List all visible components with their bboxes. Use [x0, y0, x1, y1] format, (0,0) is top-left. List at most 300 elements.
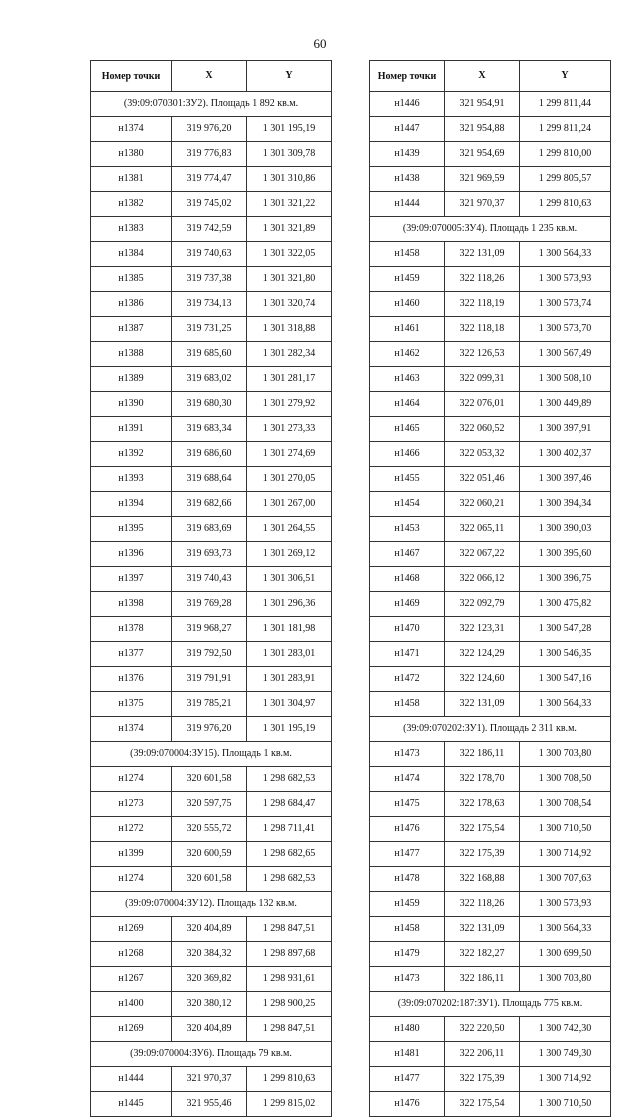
- point-number-cell: н1444: [91, 1067, 172, 1092]
- point-number-cell: н1267: [91, 967, 172, 992]
- header-y: Y: [520, 61, 611, 92]
- point-number-cell: н1384: [91, 242, 172, 267]
- header-point-number: Номер точки: [91, 61, 172, 92]
- y-coordinate-cell: 1 301 273,33: [247, 417, 332, 442]
- y-coordinate-cell: 1 298 897,68: [247, 942, 332, 967]
- x-coordinate-cell: 319 791,91: [172, 667, 247, 692]
- y-coordinate-cell: 1 301 321,22: [247, 192, 332, 217]
- table-row: [370, 617, 611, 642]
- x-coordinate-cell: 319 769,28: [172, 592, 247, 617]
- table-row: [91, 992, 332, 1017]
- x-coordinate-cell: 320 597,75: [172, 792, 247, 817]
- table-row: [91, 1017, 332, 1042]
- y-coordinate-cell: 1 300 708,50: [520, 767, 611, 792]
- point-number-cell: н1462: [370, 342, 445, 367]
- x-coordinate-cell: 322 186,11: [445, 742, 520, 767]
- x-coordinate-cell: 322 124,29: [445, 642, 520, 667]
- x-coordinate-cell: 319 737,38: [172, 267, 247, 292]
- point-number-cell: н1476: [370, 1092, 445, 1117]
- y-coordinate-cell: 1 300 508,10: [520, 367, 611, 392]
- y-coordinate-cell: 1 301 264,55: [247, 517, 332, 542]
- y-coordinate-cell: 1 300 567,49: [520, 342, 611, 367]
- x-coordinate-cell: 322 131,09: [445, 692, 520, 717]
- table-row: [370, 1042, 611, 1067]
- table-row: [91, 792, 332, 817]
- point-number-cell: н1460: [370, 292, 445, 317]
- y-coordinate-cell: 1 301 274,69: [247, 442, 332, 467]
- y-coordinate-cell: 1 300 547,28: [520, 617, 611, 642]
- x-coordinate-cell: 322 118,19: [445, 292, 520, 317]
- table-row: [370, 367, 611, 392]
- table-row: [370, 667, 611, 692]
- y-coordinate-cell: 1 300 564,33: [520, 692, 611, 717]
- point-number-cell: н1388: [91, 342, 172, 367]
- table-row: [370, 642, 611, 667]
- point-number-cell: н1387: [91, 317, 172, 342]
- x-coordinate-cell: 322 123,31: [445, 617, 520, 642]
- x-coordinate-cell: 322 131,09: [445, 242, 520, 267]
- header-y: Y: [247, 61, 332, 92]
- y-coordinate-cell: 1 301 195,19: [247, 717, 332, 742]
- point-number-cell: н1391: [91, 417, 172, 442]
- x-coordinate-cell: 322 060,21: [445, 492, 520, 517]
- x-coordinate-cell: 319 734,13: [172, 292, 247, 317]
- table-row: [370, 692, 611, 717]
- y-coordinate-cell: 1 301 320,74: [247, 292, 332, 317]
- y-coordinate-cell: 1 300 749,30: [520, 1042, 611, 1067]
- y-coordinate-cell: 1 299 810,63: [520, 192, 611, 217]
- x-coordinate-cell: 322 118,26: [445, 892, 520, 917]
- point-number-cell: н1470: [370, 617, 445, 642]
- y-coordinate-cell: 1 301 181,98: [247, 617, 332, 642]
- x-coordinate-cell: 320 384,32: [172, 942, 247, 967]
- y-coordinate-cell: 1 300 708,54: [520, 792, 611, 817]
- point-number-cell: н1446: [370, 92, 445, 117]
- point-number-cell: н1477: [370, 842, 445, 867]
- section-row: [91, 742, 332, 767]
- point-number-cell: н1445: [91, 1092, 172, 1117]
- coordinates-table-right: [369, 60, 611, 1117]
- y-coordinate-cell: 1 300 703,80: [520, 742, 611, 767]
- table-row: [370, 267, 611, 292]
- point-number-cell: н1393: [91, 467, 172, 492]
- section-row: [370, 217, 611, 242]
- y-coordinate-cell: 1 300 699,50: [520, 942, 611, 967]
- y-coordinate-cell: 1 300 449,89: [520, 392, 611, 417]
- table-row: [91, 292, 332, 317]
- y-coordinate-cell: 1 300 573,74: [520, 292, 611, 317]
- x-coordinate-cell: 322 126,53: [445, 342, 520, 367]
- x-coordinate-cell: 320 404,89: [172, 917, 247, 942]
- point-number-cell: н1439: [370, 142, 445, 167]
- x-coordinate-cell: 322 053,32: [445, 442, 520, 467]
- x-coordinate-cell: 319 686,60: [172, 442, 247, 467]
- table-header-row: [91, 61, 332, 92]
- table-row: [91, 267, 332, 292]
- x-coordinate-cell: 322 186,11: [445, 967, 520, 992]
- table-row: [370, 117, 611, 142]
- point-number-cell: н1269: [91, 1017, 172, 1042]
- x-coordinate-cell: 321 954,91: [445, 92, 520, 117]
- point-number-cell: н1464: [370, 392, 445, 417]
- table-row: [370, 492, 611, 517]
- point-number-cell: н1374: [91, 117, 172, 142]
- table-header-row: [370, 61, 611, 92]
- table-row: [370, 867, 611, 892]
- point-number-cell: н1272: [91, 817, 172, 842]
- table-row: [370, 742, 611, 767]
- point-number-cell: н1392: [91, 442, 172, 467]
- table-row: [370, 1092, 611, 1117]
- y-coordinate-cell: 1 301 321,89: [247, 217, 332, 242]
- point-number-cell: н1458: [370, 242, 445, 267]
- table-row: [370, 417, 611, 442]
- x-coordinate-cell: 319 683,02: [172, 367, 247, 392]
- x-coordinate-cell: 322 175,39: [445, 1067, 520, 1092]
- point-number-cell: н1453: [370, 517, 445, 542]
- y-coordinate-cell: 1 301 267,00: [247, 492, 332, 517]
- point-number-cell: н1466: [370, 442, 445, 467]
- point-number-cell: н1444: [370, 192, 445, 217]
- table-row: [370, 142, 611, 167]
- x-coordinate-cell: 322 182,27: [445, 942, 520, 967]
- table-row: [91, 917, 332, 942]
- y-coordinate-cell: 1 299 811,24: [520, 117, 611, 142]
- point-number-cell: н1463: [370, 367, 445, 392]
- y-coordinate-cell: 1 301 309,78: [247, 142, 332, 167]
- x-coordinate-cell: 322 175,54: [445, 1092, 520, 1117]
- table-row: [91, 117, 332, 142]
- x-coordinate-cell: 321 954,88: [445, 117, 520, 142]
- section-title: (39:09:070301:ЗУ2). Площадь 1 892 кв.м.: [91, 92, 332, 117]
- table-row: [91, 617, 332, 642]
- table-row: [91, 317, 332, 342]
- y-coordinate-cell: 1 300 564,33: [520, 242, 611, 267]
- x-coordinate-cell: 319 685,60: [172, 342, 247, 367]
- point-number-cell: н1477: [370, 1067, 445, 1092]
- point-number-cell: н1447: [370, 117, 445, 142]
- y-coordinate-cell: 1 301 283,91: [247, 667, 332, 692]
- point-number-cell: н1461: [370, 317, 445, 342]
- section-title: (39:09:070004:ЗУ6). Площадь 79 кв.м.: [91, 1042, 332, 1067]
- table-row: [91, 1067, 332, 1092]
- x-coordinate-cell: 319 682,66: [172, 492, 247, 517]
- point-number-cell: н1383: [91, 217, 172, 242]
- x-coordinate-cell: 322 076,01: [445, 392, 520, 417]
- x-coordinate-cell: 320 380,12: [172, 992, 247, 1017]
- y-coordinate-cell: 1 298 682,65: [247, 842, 332, 867]
- x-coordinate-cell: 322 118,26: [445, 267, 520, 292]
- y-coordinate-cell: 1 300 573,93: [520, 267, 611, 292]
- x-coordinate-cell: 322 060,52: [445, 417, 520, 442]
- x-coordinate-cell: 322 206,11: [445, 1042, 520, 1067]
- y-coordinate-cell: 1 300 573,70: [520, 317, 611, 342]
- table-row: [91, 642, 332, 667]
- section-title: (39:09:070202:187:ЗУ1). Площадь 775 кв.м.: [370, 992, 611, 1017]
- section-row: [91, 892, 332, 917]
- x-coordinate-cell: 320 555,72: [172, 817, 247, 842]
- table-row: [91, 217, 332, 242]
- y-coordinate-cell: 1 300 573,93: [520, 892, 611, 917]
- header-x: X: [172, 61, 247, 92]
- y-coordinate-cell: 1 298 900,25: [247, 992, 332, 1017]
- y-coordinate-cell: 1 300 546,35: [520, 642, 611, 667]
- point-number-cell: н1473: [370, 742, 445, 767]
- x-coordinate-cell: 320 601,58: [172, 867, 247, 892]
- y-coordinate-cell: 1 298 847,51: [247, 1017, 332, 1042]
- x-coordinate-cell: 321 970,37: [445, 192, 520, 217]
- table-row: [370, 892, 611, 917]
- point-number-cell: н1386: [91, 292, 172, 317]
- point-number-cell: н1268: [91, 942, 172, 967]
- y-coordinate-cell: 1 298 711,41: [247, 817, 332, 842]
- x-coordinate-cell: 322 065,11: [445, 517, 520, 542]
- point-number-cell: н1478: [370, 867, 445, 892]
- table-row: [91, 942, 332, 967]
- y-coordinate-cell: 1 300 390,03: [520, 517, 611, 542]
- y-coordinate-cell: 1 300 714,92: [520, 842, 611, 867]
- y-coordinate-cell: 1 301 281,17: [247, 367, 332, 392]
- table-row: [91, 567, 332, 592]
- y-coordinate-cell: 1 300 564,33: [520, 917, 611, 942]
- y-coordinate-cell: 1 298 682,53: [247, 867, 332, 892]
- x-coordinate-cell: 320 600,59: [172, 842, 247, 867]
- table-row: [370, 967, 611, 992]
- header-point-number: Номер точки: [370, 61, 445, 92]
- x-coordinate-cell: 319 740,43: [172, 567, 247, 592]
- point-number-cell: н1459: [370, 892, 445, 917]
- table-row: [370, 917, 611, 942]
- x-coordinate-cell: 319 774,47: [172, 167, 247, 192]
- x-coordinate-cell: 322 178,63: [445, 792, 520, 817]
- point-number-cell: н1479: [370, 942, 445, 967]
- y-coordinate-cell: 1 301 195,19: [247, 117, 332, 142]
- table-row: [370, 1017, 611, 1042]
- section-title: (39:09:070004:ЗУ15). Площадь 1 кв.м.: [91, 742, 332, 767]
- point-number-cell: н1438: [370, 167, 445, 192]
- x-coordinate-cell: 319 785,21: [172, 692, 247, 717]
- point-number-cell: н1399: [91, 842, 172, 867]
- table-row: [370, 292, 611, 317]
- y-coordinate-cell: 1 298 684,47: [247, 792, 332, 817]
- table-row: [370, 542, 611, 567]
- y-coordinate-cell: 1 300 475,82: [520, 592, 611, 617]
- table-row: [91, 517, 332, 542]
- y-coordinate-cell: 1 301 283,01: [247, 642, 332, 667]
- x-coordinate-cell: 319 688,64: [172, 467, 247, 492]
- point-number-cell: н1380: [91, 142, 172, 167]
- table-row: [370, 317, 611, 342]
- point-number-cell: н1390: [91, 392, 172, 417]
- point-number-cell: н1273: [91, 792, 172, 817]
- section-title: (39:09:070202:ЗУ1). Площадь 2 311 кв.м.: [370, 717, 611, 742]
- section-title: (39:09:070004:ЗУ12). Площадь 132 кв.м.: [91, 892, 332, 917]
- y-coordinate-cell: 1 300 396,75: [520, 567, 611, 592]
- y-coordinate-cell: 1 301 304,97: [247, 692, 332, 717]
- table-row: [91, 817, 332, 842]
- table-row: [91, 592, 332, 617]
- point-number-cell: н1474: [370, 767, 445, 792]
- x-coordinate-cell: 322 175,39: [445, 842, 520, 867]
- page-number: 60: [313, 36, 327, 51]
- x-coordinate-cell: 320 404,89: [172, 1017, 247, 1042]
- table-row: [91, 392, 332, 417]
- table-row: [91, 667, 332, 692]
- x-coordinate-cell: 319 683,69: [172, 517, 247, 542]
- x-coordinate-cell: 319 680,30: [172, 392, 247, 417]
- point-number-cell: н1468: [370, 567, 445, 592]
- x-coordinate-cell: 322 118,18: [445, 317, 520, 342]
- x-coordinate-cell: 322 220,50: [445, 1017, 520, 1042]
- y-coordinate-cell: 1 301 306,51: [247, 567, 332, 592]
- point-number-cell: н1458: [370, 917, 445, 942]
- x-coordinate-cell: 319 976,20: [172, 117, 247, 142]
- point-number-cell: н1481: [370, 1042, 445, 1067]
- x-coordinate-cell: 322 051,46: [445, 467, 520, 492]
- x-coordinate-cell: 322 099,31: [445, 367, 520, 392]
- point-number-cell: н1269: [91, 917, 172, 942]
- y-coordinate-cell: 1 298 847,51: [247, 917, 332, 942]
- section-title: (39:09:070005:ЗУ4). Площадь 1 235 кв.м.: [370, 217, 611, 242]
- y-coordinate-cell: 1 301 270,05: [247, 467, 332, 492]
- point-number-cell: н1458: [370, 692, 445, 717]
- x-coordinate-cell: 321 955,46: [172, 1092, 247, 1117]
- x-coordinate-cell: 321 970,37: [172, 1067, 247, 1092]
- point-number-cell: н1459: [370, 267, 445, 292]
- point-number-cell: н1480: [370, 1017, 445, 1042]
- x-coordinate-cell: 322 067,22: [445, 542, 520, 567]
- coordinates-table-left: [90, 60, 332, 1117]
- x-coordinate-cell: 322 131,09: [445, 917, 520, 942]
- y-coordinate-cell: 1 298 931,61: [247, 967, 332, 992]
- table-row: [370, 842, 611, 867]
- x-coordinate-cell: 319 792,50: [172, 642, 247, 667]
- y-coordinate-cell: 1 300 395,60: [520, 542, 611, 567]
- x-coordinate-cell: 319 740,63: [172, 242, 247, 267]
- point-number-cell: н1469: [370, 592, 445, 617]
- table-row: [91, 142, 332, 167]
- point-number-cell: н1376: [91, 667, 172, 692]
- point-number-cell: н1400: [91, 992, 172, 1017]
- table-row: [91, 692, 332, 717]
- table-row: [91, 467, 332, 492]
- x-coordinate-cell: 322 124,60: [445, 667, 520, 692]
- y-coordinate-cell: 1 301 321,80: [247, 267, 332, 292]
- y-coordinate-cell: 1 300 703,80: [520, 967, 611, 992]
- point-number-cell: н1385: [91, 267, 172, 292]
- x-coordinate-cell: 322 066,12: [445, 567, 520, 592]
- table-row: [91, 367, 332, 392]
- point-number-cell: н1394: [91, 492, 172, 517]
- y-coordinate-cell: 1 300 397,46: [520, 467, 611, 492]
- table-row: [91, 767, 332, 792]
- y-coordinate-cell: 1 299 811,44: [520, 92, 611, 117]
- y-coordinate-cell: 1 299 810,63: [247, 1067, 332, 1092]
- y-coordinate-cell: 1 300 710,50: [520, 817, 611, 842]
- y-coordinate-cell: 1 299 810,00: [520, 142, 611, 167]
- table-row: [370, 242, 611, 267]
- x-coordinate-cell: 319 731,25: [172, 317, 247, 342]
- table-row: [370, 192, 611, 217]
- header-x: X: [445, 61, 520, 92]
- y-coordinate-cell: 1 301 269,12: [247, 542, 332, 567]
- point-number-cell: н1274: [91, 867, 172, 892]
- y-coordinate-cell: 1 301 322,05: [247, 242, 332, 267]
- point-number-cell: н1476: [370, 817, 445, 842]
- point-number-cell: н1455: [370, 467, 445, 492]
- table-row: [370, 442, 611, 467]
- y-coordinate-cell: 1 301 279,92: [247, 392, 332, 417]
- table-row: [91, 442, 332, 467]
- y-coordinate-cell: 1 298 682,53: [247, 767, 332, 792]
- point-number-cell: н1475: [370, 792, 445, 817]
- point-number-cell: н1473: [370, 967, 445, 992]
- table-row: [370, 767, 611, 792]
- y-coordinate-cell: 1 299 805,57: [520, 167, 611, 192]
- table-row: [370, 392, 611, 417]
- table-row: [370, 517, 611, 542]
- point-number-cell: н1378: [91, 617, 172, 642]
- table-row: [370, 342, 611, 367]
- table-row: [91, 417, 332, 442]
- point-number-cell: н1382: [91, 192, 172, 217]
- y-coordinate-cell: 1 300 402,37: [520, 442, 611, 467]
- point-number-cell: н1274: [91, 767, 172, 792]
- table-row: [91, 1092, 332, 1117]
- table-row: [91, 492, 332, 517]
- y-coordinate-cell: 1 300 394,34: [520, 492, 611, 517]
- y-coordinate-cell: 1 300 397,91: [520, 417, 611, 442]
- point-number-cell: н1472: [370, 667, 445, 692]
- x-coordinate-cell: 319 745,02: [172, 192, 247, 217]
- table-row: [91, 967, 332, 992]
- x-coordinate-cell: 320 601,58: [172, 767, 247, 792]
- x-coordinate-cell: 319 968,27: [172, 617, 247, 642]
- x-coordinate-cell: 319 683,34: [172, 417, 247, 442]
- x-coordinate-cell: 319 742,59: [172, 217, 247, 242]
- table-row: [370, 817, 611, 842]
- point-number-cell: н1454: [370, 492, 445, 517]
- y-coordinate-cell: 1 300 547,16: [520, 667, 611, 692]
- y-coordinate-cell: 1 300 742,30: [520, 1017, 611, 1042]
- x-coordinate-cell: 319 976,20: [172, 717, 247, 742]
- point-number-cell: н1389: [91, 367, 172, 392]
- y-coordinate-cell: 1 301 310,86: [247, 167, 332, 192]
- table-row: [91, 867, 332, 892]
- y-coordinate-cell: 1 301 296,36: [247, 592, 332, 617]
- table-row: [91, 167, 332, 192]
- table-row: [370, 792, 611, 817]
- table-row: [370, 567, 611, 592]
- x-coordinate-cell: 322 175,54: [445, 817, 520, 842]
- y-coordinate-cell: 1 300 707,63: [520, 867, 611, 892]
- x-coordinate-cell: 320 369,82: [172, 967, 247, 992]
- point-number-cell: н1398: [91, 592, 172, 617]
- section-row: [91, 92, 332, 117]
- table-row: [370, 1067, 611, 1092]
- table-row: [370, 92, 611, 117]
- point-number-cell: н1465: [370, 417, 445, 442]
- table-row: [91, 342, 332, 367]
- x-coordinate-cell: 321 954,69: [445, 142, 520, 167]
- x-coordinate-cell: 319 693,73: [172, 542, 247, 567]
- point-number-cell: н1467: [370, 542, 445, 567]
- table-row: [91, 842, 332, 867]
- point-number-cell: н1381: [91, 167, 172, 192]
- table-row: [370, 167, 611, 192]
- table-row: [91, 542, 332, 567]
- y-coordinate-cell: 1 300 710,50: [520, 1092, 611, 1117]
